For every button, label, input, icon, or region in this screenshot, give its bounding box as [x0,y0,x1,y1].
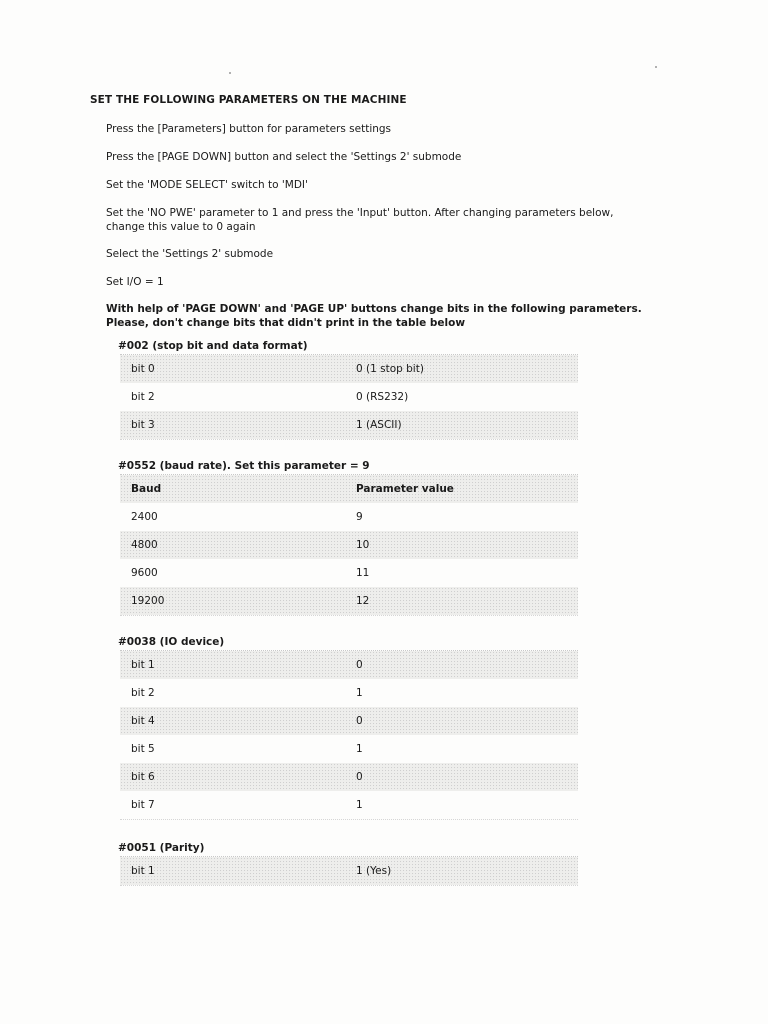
table-row [120,763,578,791]
table-row [120,679,578,707]
cell-bit: bit 2 [131,391,155,403]
scan-speck [655,66,657,68]
column-header-baud: Baud [131,483,162,495]
table-row [120,587,578,615]
cell-value: 1 [356,687,363,699]
table-row [120,857,578,885]
instruction-5: Select the 'Settings 2' submode [106,248,274,260]
scan-speck [229,72,231,74]
table-parity [120,856,578,886]
cell-value: 1 (Yes) [356,865,392,877]
instruction-6: Set I/O = 1 [106,276,164,288]
cell-value: 0 [356,771,363,783]
cell-bit: bit 1 [131,659,155,671]
table-stop-bit [120,354,578,440]
table-io-device [120,650,578,820]
section-title-stop-bit: #002 (stop bit and data format) [118,340,308,352]
cell-bit: bit 2 [131,687,155,699]
table-row [120,559,578,587]
cell-baud: 4800 [131,539,158,551]
cell-bit: bit 4 [131,715,155,727]
cell-value: 12 [356,595,370,607]
instruction-3: Set the 'MODE SELECT' switch to 'MDI' [106,179,308,191]
cell-baud: 2400 [131,511,158,523]
instruction-2: Press the [PAGE DOWN] button and select the 'Settings 2' submode [106,151,462,163]
cell-baud: 9600 [131,567,158,579]
table-row [120,735,578,763]
cell-value: 0 (RS232) [356,391,409,403]
cell-bit: bit 3 [131,419,155,431]
section-title-io-device: #0038 (IO device) [118,636,225,648]
section-title-parity: #0051 (Parity) [118,842,205,854]
cell-bit: bit 5 [131,743,155,755]
table-row [120,707,578,735]
table-row [120,503,578,531]
cell-value: 1 [356,743,363,755]
cell-bit: bit 0 [131,363,155,375]
table-row [120,383,578,411]
column-header-parameter-value: Parameter value [356,483,454,495]
table-row [120,651,578,679]
table-header-row [120,475,578,503]
cell-bit: bit 1 [131,865,155,877]
table-row [120,355,578,383]
document-heading: SET THE FOLLOWING PARAMETERS ON THE MACHINE [90,94,407,106]
cell-value: 10 [356,539,370,551]
table-row [120,411,578,439]
cell-value: 1 (ASCII) [356,419,402,431]
table-baud-rate [120,474,578,616]
cell-value: 0 [356,659,363,671]
section-title-baud-rate: #0552 (baud rate). Set this parameter = 9 [118,460,370,472]
cell-baud: 19200 [131,595,165,607]
table-row [120,531,578,559]
instruction-1: Press the [Parameters] button for parameters settings [106,123,392,135]
instruction-4: Set the 'NO PWE' parameter to 1 and press the 'Input' button. After changing parameters below, change this value to 0 again [106,207,614,233]
cell-bit: bit 7 [131,799,155,811]
cell-value: 0 [356,715,363,727]
table-row [120,791,578,819]
cell-value: 11 [356,567,370,579]
instruction-note: With help of 'PAGE DOWN' and 'PAGE UP' buttons change bits in the following parameters. Please, don't change bits that didn't print in the table below [106,303,642,329]
cell-bit: bit 6 [131,771,155,783]
cell-value: 1 [356,799,363,811]
cell-value: 9 [356,511,363,523]
cell-value: 0 (1 stop bit) [356,363,424,375]
